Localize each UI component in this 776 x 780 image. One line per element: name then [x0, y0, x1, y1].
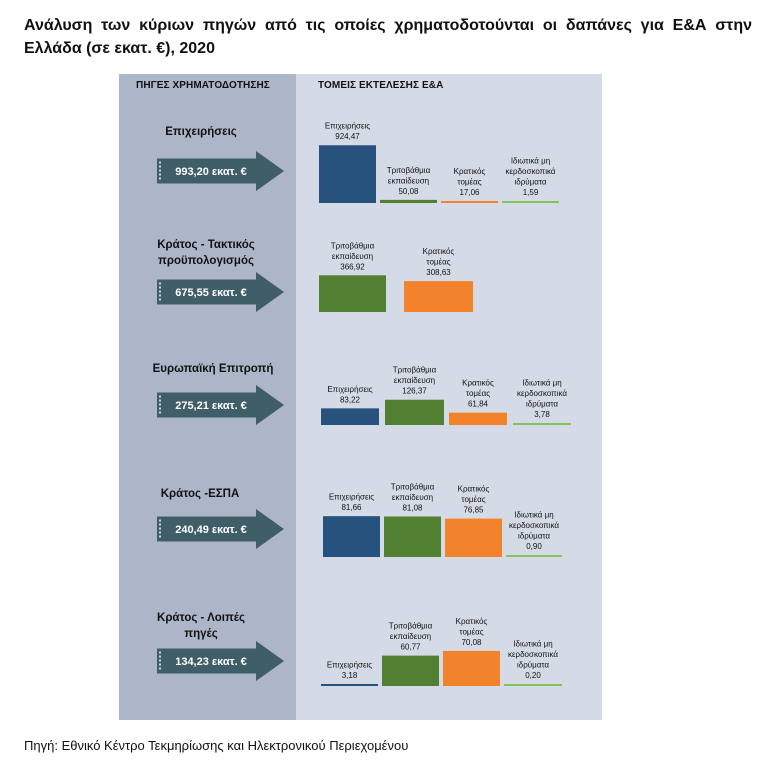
funding-sources-header: ΠΗΓΕΣ ΧΡΗΜΑΤΟΔΟΤΗΣΗΣ: [136, 80, 270, 91]
sector-bar: [445, 519, 502, 557]
source-total-label: 675,55 εκατ. €: [175, 287, 247, 299]
sector-bar-label: Τριτοβάθμια εκπαίδευση 50,08: [386, 165, 431, 196]
sector-bar-label: Επιχειρήσεις 924,47: [324, 121, 371, 142]
sector-bar-label: Κρατικός τομέας 61,84: [462, 378, 494, 409]
sector-bar-label: Ιδιωτικά μη κερδοσκοπικά ιδρύματα 3,78: [516, 378, 568, 419]
sector-bar-label: Τριτοβάθμια εκπαίδευση 126,37: [392, 365, 437, 396]
sector-bar: [319, 145, 376, 203]
sector-bar: [443, 651, 500, 686]
sector-bar: [382, 656, 439, 686]
execution-sectors-header: ΤΟΜΕΙΣ ΕΚΤΕΛΕΣΗΣ Ε&Α: [318, 80, 444, 91]
sector-bar-label: Κρατικός τομέας 308,63: [422, 247, 455, 278]
sector-bar-label: Επιχειρήσεις 3,18: [326, 660, 373, 680]
sector-bar-label: Ιδιωτικά μη κερδοσκοπικά ιδρύματα 0,20: [507, 639, 559, 680]
sector-bar-label: Κρατικός τομέας 17,06: [453, 167, 486, 197]
sector-bar-label: Τριτοβάθμια εκπαίδευση 60,77: [388, 621, 433, 652]
sector-bar: [321, 408, 379, 425]
source-name: Κράτος -ΕΣΠΑ: [160, 488, 240, 500]
sector-bar-label: Επιχειρήσεις 81,66: [328, 492, 375, 513]
sector-bar-label: Κρατικός τομέας 70,08: [455, 616, 488, 647]
sector-bar: [385, 400, 444, 425]
sector-bar: [504, 684, 562, 686]
sector-bar-label: Τριτοβάθμια εκπαίδευση 81,08: [390, 482, 435, 513]
sector-bar: [506, 555, 562, 557]
sector-bar: [323, 516, 380, 557]
source-name: Κράτος - Λοιπές πηγές: [157, 612, 245, 640]
sector-bar: [380, 200, 437, 203]
sector-bar-label: Ιδιωτικά μη κερδοσκοπικά ιδρύματα 0,90: [508, 510, 560, 551]
chart-title: Ανάλυση των κύριων πηγών από τις οποίες χρηματοδοτούνται οι δαπάνες για Ε&Α στην Ελλάδα (σε εκατ. €), 2020: [24, 17, 752, 57]
sector-bar: [319, 275, 386, 312]
sector-bar: [384, 516, 441, 557]
sector-bar: [513, 423, 571, 425]
source-name: Ευρωπαϊκή Επιτροπή: [152, 363, 274, 375]
source-note: Πηγή: Εθνικό Κέντρο Τεκμηρίωσης και Ηλεκτρονικού Περιεχομένου: [24, 738, 409, 753]
sector-bar: [449, 413, 507, 425]
sector-bar: [441, 201, 498, 203]
sector-bar: [502, 201, 559, 203]
source-name: Επιχειρήσεις: [165, 126, 237, 138]
sector-bar: [321, 684, 378, 686]
source-total-label: 275,21 εκατ. €: [175, 400, 247, 412]
sector-bar-label: Κρατικός τομέας 76,85: [457, 484, 490, 515]
sector-bar-label: Ιδιωτικά μη κερδοσκοπικά ιδρύματα 1,59: [505, 156, 556, 197]
source-name: Κράτος - Τακτικός προϋπολογισμός: [157, 239, 255, 267]
source-total-label: 993,20 εκατ. €: [175, 166, 247, 178]
sector-bar-label: Τριτοβάθμια εκπαίδευση 366,92: [330, 241, 375, 272]
source-total-label: 134,23 εκατ. €: [175, 656, 247, 668]
source-total-label: 240,49 εκατ. €: [175, 524, 247, 536]
sector-bar: [404, 281, 473, 312]
sector-bar-label: Επιχειρήσεις 83,22: [327, 384, 373, 405]
